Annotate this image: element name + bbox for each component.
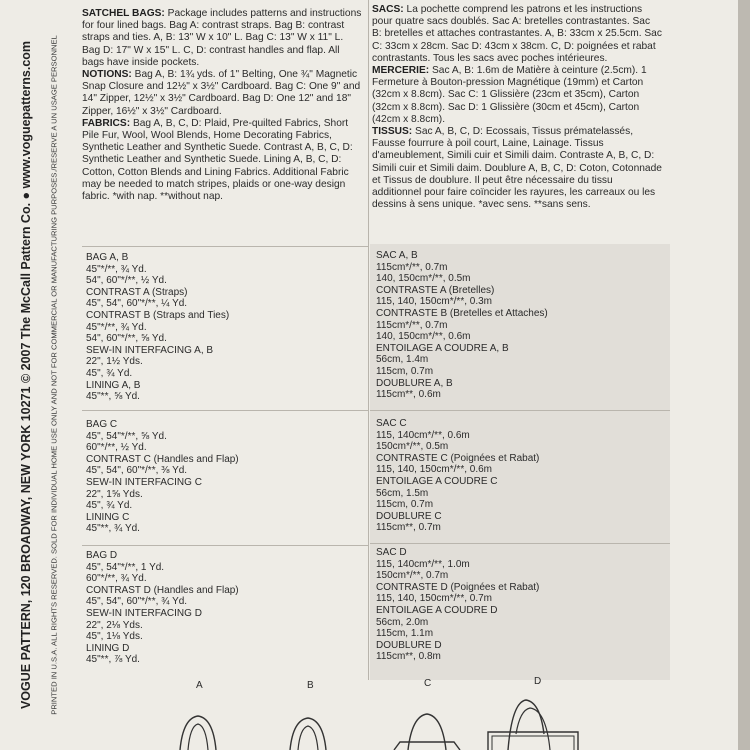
yardage-line: 115cm, 1.1m bbox=[376, 628, 434, 640]
tissus-text: Sac A, B, C, D: Ecossais, Tissus prématelassés, Fausse fourrure à poil court, Laine, Lainage. Tissus d'ameublement, Simili cuir et Simili daim. Contraste A, B, C, D: Simili cuir et Simili daim. Doublure A, B, C, D: Coton, Cotonnade et Tissus de doublure. Il peut être nécessaire du tissu additionnel pour faire coïncider les rayures, les carreaux ou les dessins à sens unique. *avec sens. **sans sens. bbox=[372, 126, 662, 211]
yardage-line: CONTRASTE B (Bretelles et Attaches) bbox=[376, 307, 548, 319]
yardage-line: DOUBLURE C bbox=[376, 510, 442, 522]
publisher-address: VOGUE PATTERN, 120 BROADWAY, NEW YORK 10271 © 2007 The McCall Pattern Co. ● www.voguepatterns.com bbox=[19, 40, 33, 710]
rule-line bbox=[82, 410, 368, 411]
sacs-heading: SACS: bbox=[372, 4, 404, 15]
yardage-line: LINING D bbox=[86, 642, 130, 654]
sacs-text: La pochette comprend les patrons et les instructions pour quatre sacs doublés. Sac A: bretelles contrastantes. Sac B: bretelles et attaches contrastantes. A, B: 33cm x 25.5cm. Sac C: 33cm x 28cm. Sac D: 43cm x 38cm. C, D: poignées et rabat contrastants. Tous les sacs avec poches intérieures. bbox=[372, 4, 662, 64]
yardage-line: ENTOILAGE A COUDRE A, B bbox=[376, 342, 509, 354]
page-edge bbox=[738, 0, 750, 750]
copyright-notice: PRINTED IN U.S.A. ALL RIGHTS RESERVED. SOLD FOR INDIVIDUAL HOME USE ONLY AND NOT FOR COMMERCIAL OR MANUFACTURING PURPOSES./RESERVE A UN USAGE PERSONNEL bbox=[49, 35, 59, 715]
mercerie-heading: MERCERIE: bbox=[372, 65, 430, 77]
yardage-line: CONTRAST C (Handles and Flap) bbox=[86, 453, 239, 465]
yardage-line: 45"**, ⅝ Yd. bbox=[86, 391, 140, 403]
english-description bbox=[82, 8, 364, 203]
fabrics-heading: FABRICS: bbox=[82, 117, 131, 129]
yardage-line: 45", 54", 60"*/**, ⅜ Yd. bbox=[86, 465, 188, 477]
yardage-line: 56cm, 2.0m bbox=[376, 616, 429, 628]
tissus-heading: TISSUS: bbox=[372, 126, 413, 138]
yardage-line: 45", 54", 60"*/**, ¾ Yd. bbox=[86, 596, 188, 608]
rule-line bbox=[370, 410, 670, 411]
yardage-fr-d bbox=[376, 547, 539, 663]
french-description bbox=[372, 4, 662, 211]
notions-heading: NOTIONS: bbox=[82, 69, 132, 81]
yardage-line: BAG C bbox=[86, 419, 118, 430]
yardage-line: 115, 140, 150cm*/**, 0.7m bbox=[376, 593, 492, 605]
mercerie-paragraph bbox=[372, 65, 662, 126]
yardage-line: LINING A, B bbox=[86, 379, 141, 391]
yardage-line: 115, 140cm*/**, 1.0m bbox=[376, 558, 470, 570]
yardage-line: BAG A, B bbox=[86, 252, 129, 263]
yardage-line: SEW-IN INTERFACING A, B bbox=[86, 344, 214, 356]
yardage-line: CONTRAST A (Straps) bbox=[86, 286, 188, 298]
bag-label-a: A bbox=[196, 680, 203, 691]
yardage-line: 115cm**, 0.6m bbox=[376, 389, 441, 401]
yardage-line: 22", 1⅝ Yds. bbox=[86, 488, 143, 500]
yardage-line: 56cm, 1.5m bbox=[376, 487, 429, 499]
sacs-paragraph bbox=[372, 4, 662, 65]
yardage-line: BAG D bbox=[86, 550, 118, 561]
yardage-line: 115cm, 0.7m bbox=[376, 499, 434, 511]
yardage-line: 150cm*/**, 0.7m bbox=[376, 570, 449, 582]
yardage-line: SAC D bbox=[376, 547, 407, 558]
yardage-line: CONTRASTE C (Poignées et Rabat) bbox=[376, 452, 540, 464]
yardage-line: 115cm*/**, 0.7m bbox=[376, 319, 448, 331]
yardage-line: SEW-IN INTERFACING D bbox=[86, 607, 202, 619]
yardage-line: DOUBLURE A, B bbox=[376, 377, 453, 389]
rule-line bbox=[82, 246, 368, 247]
tissus-paragraph bbox=[372, 126, 662, 211]
yardage-line: 115cm**, 0.8m bbox=[376, 651, 441, 663]
yardage-fr-ab bbox=[376, 250, 548, 401]
bag-label-b: B bbox=[307, 680, 314, 691]
yardage-line: 45"*/**, ¾ Yd. bbox=[86, 321, 147, 333]
yardage-line: SAC C bbox=[376, 418, 407, 429]
yardage-line: CONTRASTE D (Poignées et Rabat) bbox=[376, 581, 540, 593]
yardage-line: 115cm, 0.7m bbox=[376, 365, 434, 377]
bag-diagrams bbox=[80, 676, 680, 750]
yardage-line: 22", 2⅛ Yds. bbox=[86, 619, 143, 631]
satchel-text: Package includes patterns and instructions for four lined bags. Bag A: contrast straps. Bag B: contrast straps and ties. A, B: 13" W x 10" L. Bag C: 13" W x 11" L. Bag D: 17" W x 15" L. C, D: contrast handles and flap. All bags have inside pockets. bbox=[82, 8, 362, 68]
yardage-line: 115, 140, 150cm*/**, 0.6m bbox=[376, 464, 492, 476]
yardage-line: 60"*/**, ½ Yd. bbox=[86, 442, 147, 454]
yardage-line: LINING C bbox=[86, 511, 130, 523]
notions-text: Bag A, B: 1¾ yds. of 1" Belting, One ¾" Magnetic Snap Closure and 12½" x 3½" Cardboard. Bag C: One 9" and 14" Zipper, 12½" x 3½" Cardboard. Bag D: One 12" and 18" Zipper, 16½" x 3½" Cardboard. bbox=[82, 69, 361, 117]
yardage-line: 140, 150cm*/**, 0.6m bbox=[376, 331, 471, 343]
yardage-line: 54", 60"*/**, ⅝ Yd. bbox=[86, 333, 167, 345]
yardage-line: 115cm*/**, 0.7m bbox=[376, 261, 448, 273]
yardage-line: 45"*/**, ¾ Yd. bbox=[86, 263, 147, 275]
column-divider bbox=[368, 0, 369, 680]
yardage-en-d bbox=[86, 550, 239, 666]
yardage-line: 45", 54"*/**, 1 Yd. bbox=[86, 561, 165, 573]
yardage-line: 45", 54"*/**, ⅝ Yd. bbox=[86, 430, 167, 442]
yardage-line: 45"**, ¾ Yd. bbox=[86, 523, 140, 535]
yardage-line: 150cm*/**, 0.5m bbox=[376, 441, 449, 453]
bag-label-d: D bbox=[534, 676, 542, 687]
yardage-en-c bbox=[86, 419, 239, 535]
yardage-line: ENTOILAGE A COUDRE C bbox=[376, 475, 498, 487]
yardage-line: 45", ¾ Yd. bbox=[86, 367, 133, 379]
yardage-line: DOUBLURE D bbox=[376, 639, 442, 651]
yardage-en-ab bbox=[86, 252, 229, 403]
bag-outlines bbox=[80, 676, 680, 750]
satchel-heading: SATCHEL BAGS: bbox=[82, 8, 165, 19]
notions-paragraph bbox=[82, 69, 364, 118]
yardage-line: 56cm, 1.4m bbox=[376, 354, 429, 366]
yardage-line: 115cm**, 0.7m bbox=[376, 522, 441, 534]
yardage-line: 45", ¾ Yd. bbox=[86, 500, 133, 512]
yardage-line: CONTRAST D (Handles and Flap) bbox=[86, 584, 239, 596]
bag-label-c: C bbox=[424, 678, 432, 689]
yardage-line: 140, 150cm*/**, 0.5m bbox=[376, 273, 471, 285]
satchel-paragraph bbox=[82, 8, 364, 69]
yardage-line: 115, 140cm*/**, 0.6m bbox=[376, 429, 470, 441]
yardage-line: 45"**, ⅞ Yd. bbox=[86, 654, 140, 666]
yardage-line: 45", 54", 60"*/**, ¼ Yd. bbox=[86, 298, 188, 310]
yardage-line: 115, 140, 150cm*/**, 0.3m bbox=[376, 296, 492, 308]
yardage-line: 45", 1⅛ Yds. bbox=[86, 631, 143, 643]
rule-line bbox=[82, 545, 368, 546]
vertical-publisher-strip bbox=[6, 0, 74, 750]
mercerie-text: Sac A, B: 1.6m de Matière à ceinture (2.5cm). 1 Fermeture à Bouton-pression Magnétique (19mm) et Carton (32cm x 8.8cm). Sac C: 1 Glissière (23cm et 35cm), Carton (32cm x 8.8cm). Sac D: 1 Glissière (30cm et 45cm), Carton (42cm x 8.8cm). bbox=[372, 65, 647, 125]
rule-line bbox=[370, 543, 670, 544]
yardage-line: SEW-IN INTERFACING C bbox=[86, 476, 202, 488]
fabrics-paragraph bbox=[82, 118, 364, 203]
yardage-line: SAC A, B bbox=[376, 250, 418, 261]
fabrics-text: Bag A, B, C, D: Plaid, Pre-quilted Fabrics, Short Pile Fur, Wool, Wool Blends, Home Decorating Fabrics, Synthetic Leather and Synthetic Suede. Contrast A, B, C, D: Synthetic Leather and Synthetic Suede. Lining A, B, C, D: Cotton, Cotton Blends and Lining Fabrics. Additional Fabric may be needed to match stripes, plaids or one-way design fabric. *with nap. **without nap. bbox=[82, 117, 353, 203]
yardage-line: 22", 1½ Yds. bbox=[86, 356, 143, 368]
yardage-line: 60"*/**, ¾ Yd. bbox=[86, 573, 147, 585]
yardage-line: 54", 60"*/**, ½ Yd. bbox=[86, 275, 167, 287]
yardage-fr-c bbox=[376, 418, 539, 534]
yardage-line: CONTRASTE A (Bretelles) bbox=[376, 284, 495, 296]
yardage-line: ENTOILAGE A COUDRE D bbox=[376, 604, 498, 616]
yardage-line: CONTRAST B (Straps and Ties) bbox=[86, 309, 230, 321]
